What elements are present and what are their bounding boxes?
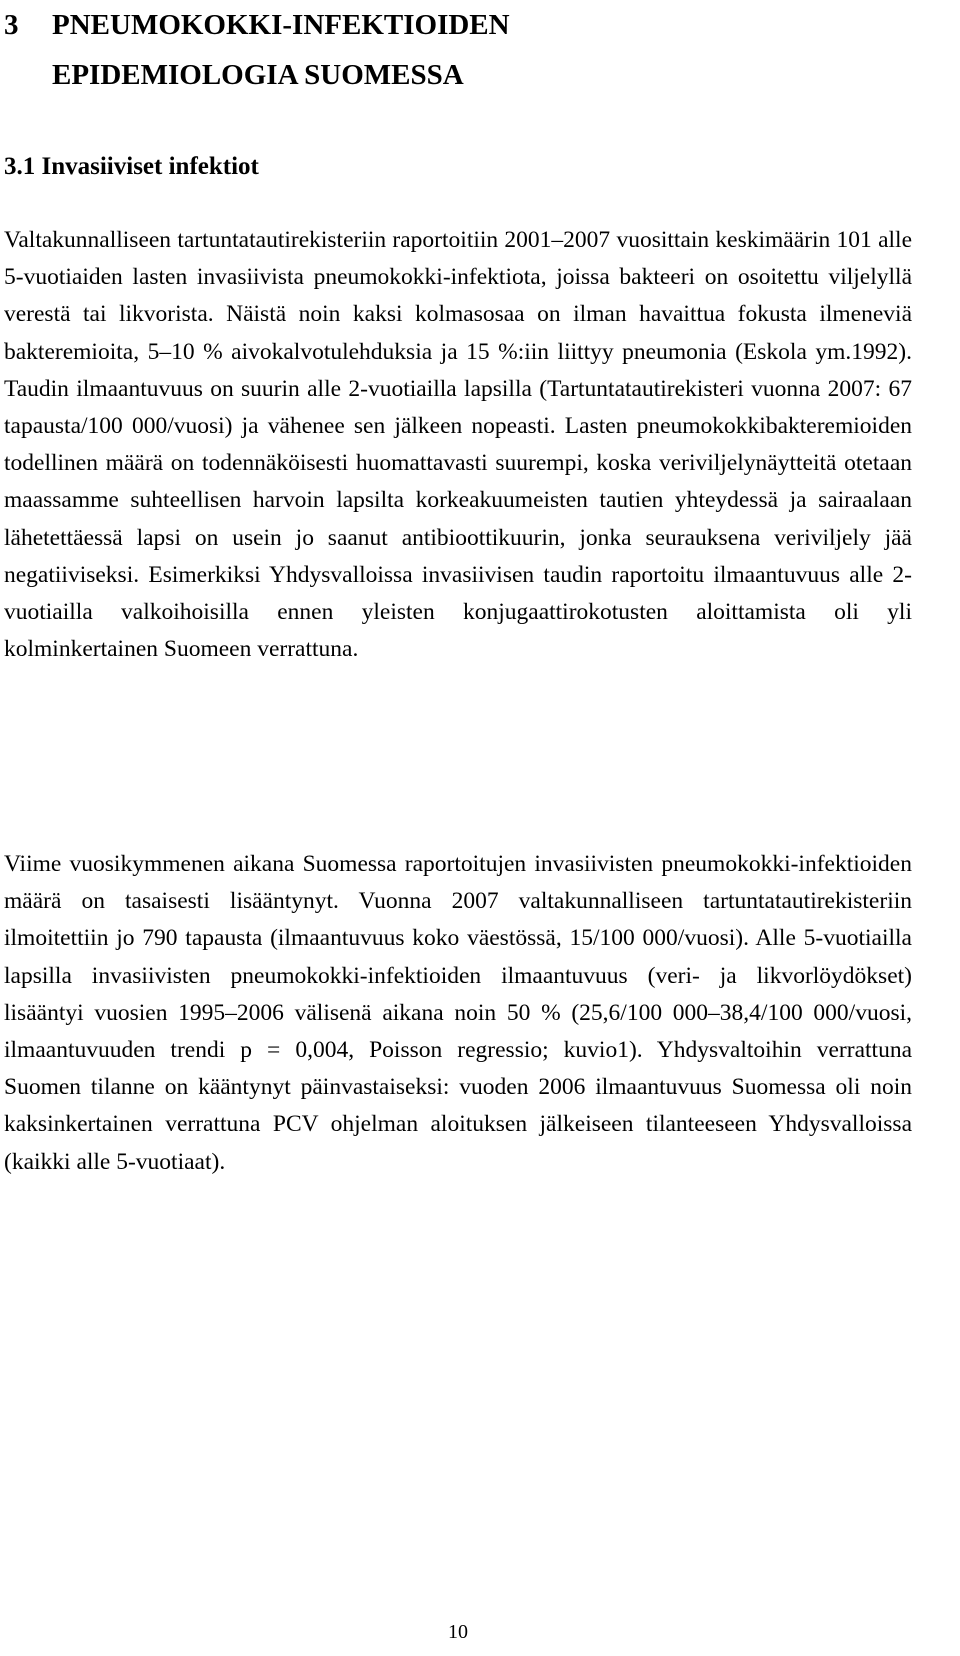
chapter-number: 3 bbox=[4, 9, 19, 41]
page-number: 10 bbox=[448, 1621, 468, 1643]
section-title: 3.1 Invasiiviset infektiot bbox=[4, 153, 259, 180]
chapter-title bbox=[4, 0, 510, 100]
chapter-title-line2: EPIDEMIOLOGIA SUOMESSA bbox=[52, 59, 464, 91]
body-paragraph-2: Viime vuosikymmenen aikana Suomessa raportoitujen invasiivisten pneumokokki-infektioiden määrä on tasaisesti lisääntynyt. Vuonna 2007 valtakunnalliseen tartuntatautirekisteriin ilmoitettiin jo 790 tapausta (ilmaantuvuus koko väestössä, 15/100 000/vuosi). Alle 5-vuotiailla lapsilla invasiivisten pneumokokki-infektioiden ilmaantuvuus (veri- ja likvorlöydökset) lisääntyi vuosien 1995–2006 välisenä aikana noin 50 % (25,6/100 000–38,4/100 000/vuosi, ilmaantuvuuden trendi p = 0,004, Poisson regressio; kuvio1). Yhdysvaltoihin verrattuna Suomen tilanne on kääntynyt päinvastaiseksi: vuoden 2006 ilmaantuvuus Suomessa oli noin kaksinkertainen verrattuna PCV ohjelman aloituksen jälkeiseen tilanteeseen Yhdysvalloissa (kaikki alle 5-vuotiaat). bbox=[4, 851, 912, 1175]
chapter-title-line1: PNEUMOKOKKI-INFEKTIOIDEN bbox=[52, 9, 510, 41]
body-paragraph-1: Valtakunnalliseen tartuntatautirekisteriin raportoitiin 2001–2007 vuosittain keskimäärin 101 alle 5-vuotiaiden lasten invasiivista pneumokokki-infektiota, joissa bakteeri on osoitettu viljelyllä verestä tai likvorista. Näistä noin kaksi kolmasosaa on ilman havaittua fokusta ilmeneviä bakteremioita, 5–10 % aivokalvotulehduksia ja 15 %:iin liittyy pneumonia (Eskola ym.1992). Taudin ilmaantuvuus on suurin alle 2-vuotiailla lapsilla (Tartuntatautirekisteri vuonna 2007: 67 tapausta/100 000/vuosi) ja vähenee sen jälkeen nopeasti. Lasten pneumokokkibakteremioiden todellinen määrä on todennäköisesti huomattavasti suurempi, koska veriviljelynäytteitä otetaan maassamme suhteellisen harvoin lapsilta korkeakuumeisten tautien yhteydessä ja sairaalaan lähetettäessä lapsi on usein jo saanut antibioottikuurin, jonka seurauksena veriviljely jää negatiiviseksi. Esimerkiksi Yhdysvalloissa invasiivisen taudin raportoitu ilmaantuvuus alle 2-vuotiailla valkoihoisilla ennen yleisten konjugaattirokotusten aloittamista oli yli kolminkertainen Suomeen verrattuna. bbox=[4, 227, 912, 663]
